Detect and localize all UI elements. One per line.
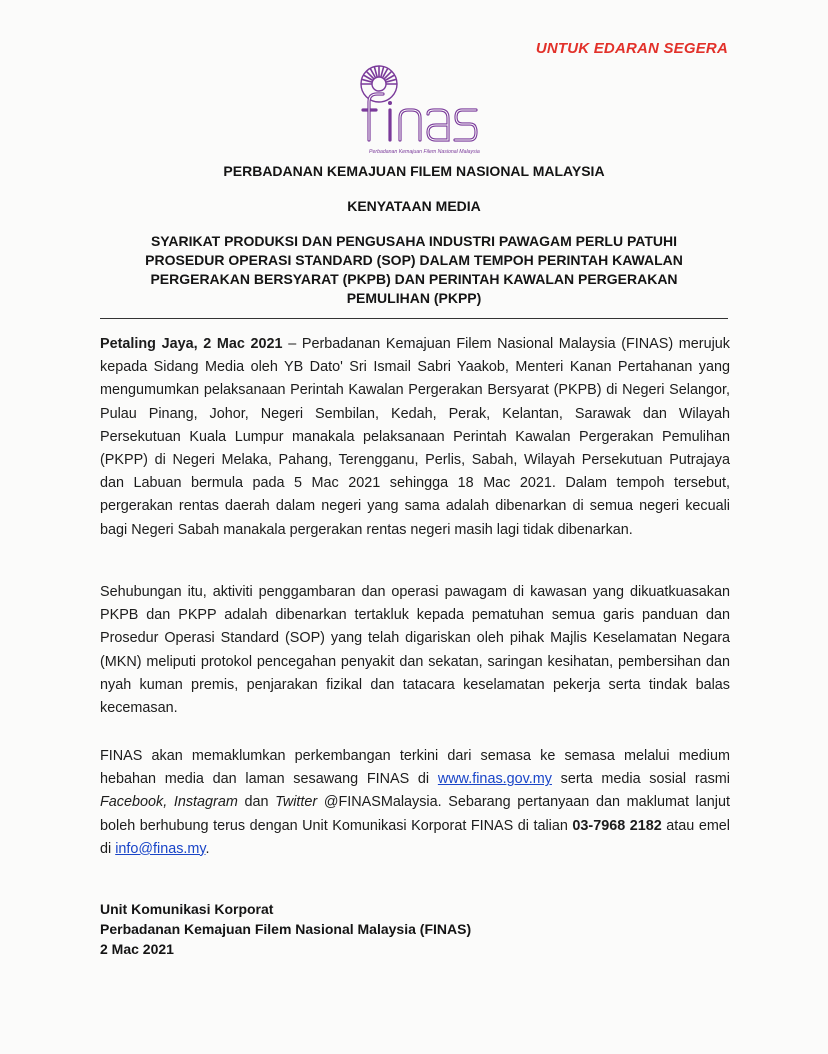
press-release-title [100,232,728,308]
organization-heading: PERBADANAN KEMAJUAN FILEM NASIONAL MALAYSIA [223,163,605,179]
signature-date: 2 Mac 2021 [100,941,174,957]
paragraph-3-text-f: . [205,840,210,857]
website-link[interactable]: www.finas.gov.my [437,771,552,788]
paragraph-1-text: – Perbadanan Kemajuan Filem Nasional Malaysia (FINAS) merujuk kepada Sidang Media oleh YB Dato' Sri Ismail Sabri Yaakob, Menteri Kanan Pertahanan yang mengumumkan pelaksanaan Perintah Kawalan Pergerakan Bersyarat (PKPB) di Negeri Selangor, Pulau Pinang, Johor, Negeri Sembilan, Kedah, Perak, Kelantan, Sarawak dan Wilayah Persekutuan Kuala Lumpur manakala pelaksanaan Perintah Kawalan Pergerakan Pemulihan (PKPP) di Negeri Melaka, Pahang, Terengganu, Perlis, Sabah, Wilayah Persekutuan Putrajaya dan Labuan bermula pada 5 Mac 2021 sehingga 18 Mac 2021. Dalam tempoh tersebut, pergerakan rentas daerah dalam negeri yang sama adalah dibenarkan di semua negeri kecuali bagi Negeri Sabah manakala pergerakan rentas negeri masih lagi tidak dibenarkan. [100,336,730,538]
document-type-heading: KENYATAAN MEDIA [347,198,481,214]
paragraph-2: Sehubungan itu, aktiviti penggambaran dan operasi pawagam di kawasan yang dikuatkuasakan PKPB dan PKPP adalah dibenarkan tertakluk kepada pematuhan semua garis panduan dan Prosedur Operasi Standard (SOP) yang telah digariskan oleh pihak Majlis Keselamatan Negara (MKN) meliputi protokol pencegahan penyakit dan sekatan, saringan kesihatan, pembersihan dan nyah kuman premis, penjarakan fizikal dan tatacara keselamatan pekerja serta tindak balas kecemasan. [100,584,730,717]
header-divider [100,318,728,319]
logo-tagline: Perbadanan Kemajuan Filem Nasional Malaysia [369,149,480,155]
social-media-names: Facebook, Instagram [100,794,238,811]
paragraph-3-text-b: serta media sosial rasmi [551,771,730,788]
finas-logo [336,58,488,166]
paragraph-3 [100,745,730,861]
logo-emblem [361,66,397,102]
twitter-name: Twitter [275,794,318,811]
release-stamp: UNTUK EDARAN SEGERA [535,40,728,57]
phone-number: 03-7968 2182 [572,817,662,834]
title-line: PERGERAKAN BERSYARAT (PKPB) DAN PERINTAH KAWALAN PERGERAKAN [150,271,678,287]
dateline: Petaling Jaya, 2 Mac 2021 [100,336,283,352]
signature-block [100,899,700,959]
email-link[interactable]: info@finas.my [115,840,206,857]
title-line: SYARIKAT PRODUKSI DAN PENGUSAHA INDUSTRI PAWAGAM PERLU PATUHI [150,233,678,249]
paragraph-3-text-e: atau emel di [100,817,731,857]
paragraph-3-text-a: FINAS akan memaklumkan perkembangan terkini dari semasa ke semasa melalui medium hebahan media dan laman sesawang FINAS di [100,748,730,788]
paragraph-1 [100,333,730,542]
signature-unit: Unit Komunikasi Korporat [100,901,274,917]
title-line: PROSEDUR OPERASI STANDARD (SOP) DALAM TEMPOH PERINTAH KAWALAN [145,252,683,268]
signature-organization: Perbadanan Kemajuan Filem Nasional Malaysia (FINAS) [100,921,472,937]
paragraph-3-text-d: @FINASMalaysia. Sebarang pertanyaan dan maklumat lanjut boleh berhubung terus dengan Unit Komunikasi Korporat FINAS di talian [100,794,730,834]
paragraph-3-text-c: dan [237,794,276,811]
title-line: PEMULIHAN (PKPP) [346,290,482,306]
